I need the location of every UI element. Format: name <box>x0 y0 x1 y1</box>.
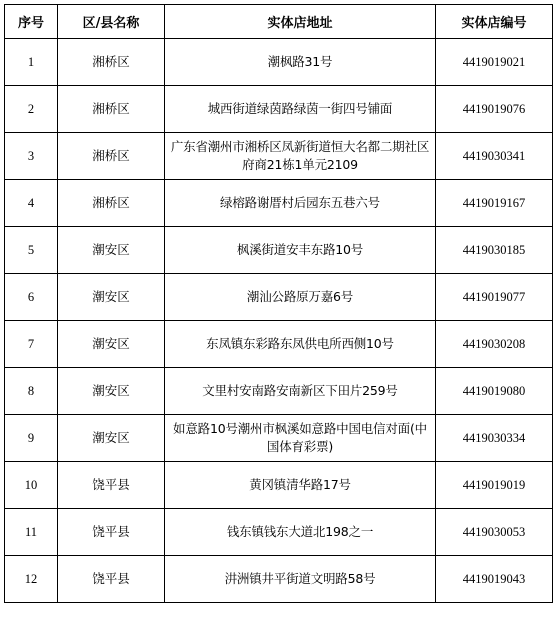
row-index: 8 <box>5 368 58 415</box>
header-store-no: 实体店编号 <box>436 5 553 39</box>
row-store-no: 4419019043 <box>436 556 553 603</box>
row-index: 7 <box>5 321 58 368</box>
table-row <box>5 86 553 133</box>
row-district: 饶平县 <box>58 509 165 556</box>
row-district: 湘桥区 <box>58 86 165 133</box>
table-row <box>5 180 553 227</box>
table-row <box>5 39 553 86</box>
row-index: 1 <box>5 39 58 86</box>
row-store-no: 4419030334 <box>436 415 553 462</box>
row-index: 10 <box>5 462 58 509</box>
row-store-no: 4419019077 <box>436 274 553 321</box>
table-body <box>5 39 553 603</box>
row-index: 2 <box>5 86 58 133</box>
row-index: 4 <box>5 180 58 227</box>
row-address: 潮枫路31号 <box>165 39 436 86</box>
row-index: 9 <box>5 415 58 462</box>
row-district: 潮安区 <box>58 415 165 462</box>
row-address: 汫洲镇井平街道文明路58号 <box>165 556 436 603</box>
table-row <box>5 368 553 415</box>
row-store-no: 4419030185 <box>436 227 553 274</box>
row-index: 3 <box>5 133 58 180</box>
row-store-no: 4419019080 <box>436 368 553 415</box>
row-district: 潮安区 <box>58 274 165 321</box>
row-store-no: 4419030341 <box>436 133 553 180</box>
row-address: 文里村安南路安南新区下田片259号 <box>165 368 436 415</box>
table-header <box>5 5 553 39</box>
row-store-no: 4419019019 <box>436 462 553 509</box>
row-district: 潮安区 <box>58 227 165 274</box>
row-address: 城西街道绿茵路绿茵一街四号铺面 <box>165 86 436 133</box>
row-address: 东凤镇东彩路东凤供电所西侧10号 <box>165 321 436 368</box>
row-district: 潮安区 <box>58 368 165 415</box>
table-row <box>5 415 553 462</box>
table-row <box>5 274 553 321</box>
header-district: 区/县名称 <box>58 5 165 39</box>
row-index: 5 <box>5 227 58 274</box>
row-store-no: 4419030208 <box>436 321 553 368</box>
row-address: 钱东镇钱东大道北198之一 <box>165 509 436 556</box>
row-district: 湘桥区 <box>58 133 165 180</box>
table-row <box>5 321 553 368</box>
row-district: 湘桥区 <box>58 180 165 227</box>
table-row <box>5 133 553 180</box>
row-store-no: 4419019021 <box>436 39 553 86</box>
row-address: 潮汕公路原万嘉6号 <box>165 274 436 321</box>
table-row <box>5 556 553 603</box>
row-address: 枫溪街道安丰东路10号 <box>165 227 436 274</box>
table-row <box>5 462 553 509</box>
table-row <box>5 227 553 274</box>
store-table <box>4 4 553 603</box>
row-address: 绿榕路谢厝村后园东五巷六号 <box>165 180 436 227</box>
row-store-no: 4419030053 <box>436 509 553 556</box>
row-district: 湘桥区 <box>58 39 165 86</box>
row-store-no: 4419019167 <box>436 180 553 227</box>
row-address: 广东省潮州市湘桥区凤新街道恒大名都二期社区府商21栋1单元2109 <box>165 133 436 180</box>
row-store-no: 4419019076 <box>436 86 553 133</box>
row-index: 11 <box>5 509 58 556</box>
header-index: 序号 <box>5 5 58 39</box>
table-row <box>5 509 553 556</box>
row-address: 黄冈镇清华路17号 <box>165 462 436 509</box>
row-index: 12 <box>5 556 58 603</box>
row-district: 饶平县 <box>58 462 165 509</box>
row-district: 潮安区 <box>58 321 165 368</box>
header-address: 实体店地址 <box>165 5 436 39</box>
header-row <box>5 5 553 39</box>
row-address: 如意路10号潮州市枫溪如意路中国电信对面(中国体育彩票) <box>165 415 436 462</box>
row-index: 6 <box>5 274 58 321</box>
row-district: 饶平县 <box>58 556 165 603</box>
